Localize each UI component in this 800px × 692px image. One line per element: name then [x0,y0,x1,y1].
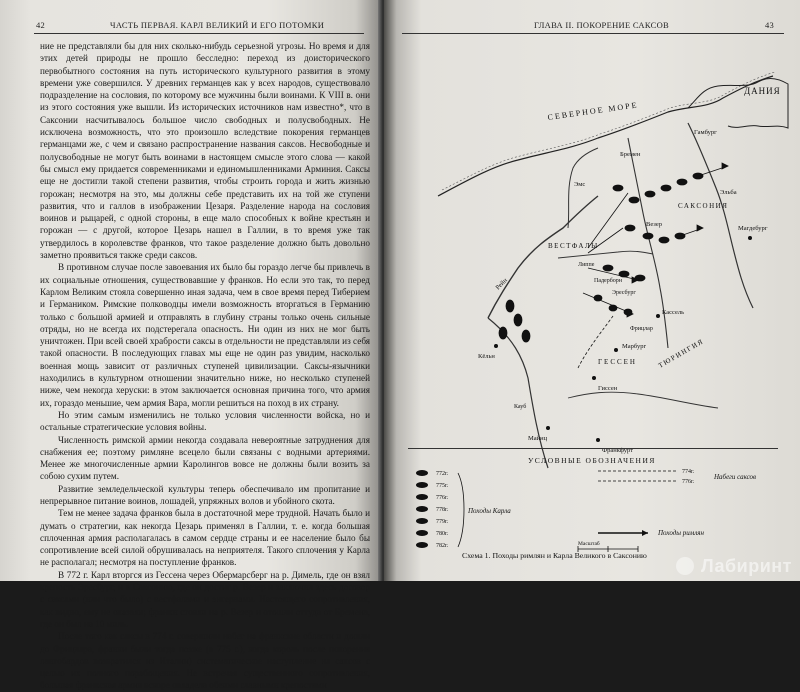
label-rejn: Рейн [494,277,509,292]
historical-map [398,38,794,518]
label-elba: Эльба [720,189,737,196]
march-marker [499,327,507,339]
paragraph: ние не представляли бы для них сколько-нибудь серьезной угрозы. Но время и для этих детей природы не прошло бесследно: переход из доисторического первобытного состояния на путь исторического культурного развития в этому времени уже совершился. У древних германцев как у всех народов, существовало подразделение на сословия, по которому все мужчины были воинами. К VIII в. они из этого состояния уже вышли. Из исторических источников нам известно*, что в Саксонии насчитывалось большое число свободных и полусвободных. Не исключена возможность, что это произошло вследствие покорения германцев германцами же, с чем и связано распространение названия саксов. Несвободные и полусвободные не могут быть воинами в настоящем смысле этого слова — какой бы смысл ему придается современниками и единомышленниками Арминия. Саксы еще не достигли такой степени развития, чтобы строить города и жить жизнью горожан; несмотря на это, мы должны себе представить их на той же ступени развития, что и галлов в изображении Цезаря. Разделение народа на сословия воинов и рыцарей, с одной стороны, в еще мало способных к войне крестьян и горожан — с другой, которое Цезарь нашел в Галлии, в то время уже так утвердилось в королевстве франков, что такое разделение должно быть довольно заметно проявиться также среди саксов. [40,41,370,261]
map-svg [398,38,794,518]
legend-saxon-lines [598,471,678,481]
right-page-number: 43 [765,20,775,30]
label-marburg: Марбург [622,343,647,350]
legend-svg [408,449,778,561]
label-ems: Эмс [574,181,586,188]
label-fridlyar: Фрицлар [630,326,653,332]
label-saksoniya: САКСОНИЯ [678,202,729,210]
right-running-head: ГЛАВА II. ПОКОРЕНИЕ САКСОВ [534,20,669,30]
legend-karl-year: 780г. [436,531,449,537]
legend-title: УСЛОВНЫЕ ОБОЗНАЧЕНИЯ [528,456,656,465]
city-markers [494,236,752,442]
labirint-logo-icon [676,557,694,575]
paragraph: Тем не менее задача франков была в достаточной мере трудной. Начать было и думать о стратегии, как некогда Цезарь применял в Галлии, т. е. когда большая сплоченная армия располагалась в самом сердце страны и ее население было бы сопротивление всей силой обрушивалась на неприятеля. Такого сплочения у Карла не располагал; несмотря на поступление франков. [40,508,370,568]
paragraph: После того как саксы в 774 г. совершили набег на франкские области и дошли до Фрицлара, франки были тогда позже (в 775 г.), когда король после покорения лангобардов возвратился из Италии) систематическое наступление на саксов с целью их полного порабощения. Не встречая существенного сопротивления, большая франкская армия вскоре овладела обеими главными крепостями [40,631,370,691]
march-arrowheads [627,163,728,317]
paragraph: Развитие земледельческой культуры теперь обеспечивало им пропитание и непрерывное питание воинов, лошадей, упряжных волов и убойного скота. [40,483,370,506]
label-turingia: ТЮРИНГИЯ [657,337,706,370]
right-header-rule [402,33,784,34]
legend-roman-label: Походы римлян [658,529,705,537]
legend-karl-markers [416,470,428,548]
march-marker [522,330,530,342]
city-dot [656,314,660,318]
label-mainz: Майнц [528,435,548,442]
march-marker [659,237,669,243]
city-dot [494,344,498,348]
map-legend [408,448,778,561]
legend-karl-label: Походы Карла [468,507,511,515]
legend-saxon-year: 776г. [682,479,695,485]
city-dot [614,348,618,352]
label-vezer: Везер [646,221,663,228]
label-dania: ДАНИЯ [744,86,781,96]
label-north-sea: СЕВЕРНОЕ МОРЕ [547,100,639,122]
march-marker [629,197,639,203]
label-kassel: Кассель [662,309,685,316]
legend-scale-label: Масштаб [578,541,600,547]
left-body-text [40,40,370,692]
label-kaub: Кауб [514,404,527,410]
coastline-hatch [442,72,775,190]
label-gisen: Гиссен [598,385,618,392]
paragraph: Численность римской армии некогда создавала невероятные затруднения для снабжения ее; поэтому римляне всецело были связаны с водными артериями. Менее же многочисленные армии Каролингов вовсе не должны были возить за собою сухим путем. [40,434,370,482]
label-eresburg: Эресбург [612,290,636,296]
left-header-rule [34,33,364,34]
paragraph: Но этим самым изменились не только условия численности войска, но и остальные стратегические условия войны. [40,409,370,433]
city-dot [596,438,600,442]
river-ems [568,148,598,228]
river-lippe [558,251,653,258]
city-dot [546,426,550,430]
legend-karl-year: 778г. [436,507,449,513]
label-lippe: Липпе [578,262,595,268]
march-marker [613,185,623,191]
watermark: Лабиринт [700,556,792,576]
legend-roman-arrow [642,530,648,536]
march-marker [514,314,522,326]
legend-karl-year: 776г. [436,495,449,501]
river-rhine [488,196,598,318]
march-marker [645,191,655,197]
left-page-number: 42 [36,20,46,30]
march-marker [625,225,635,231]
legend-saxon-years [682,469,695,485]
march-marker [677,179,687,185]
label-frankfurt: Франкфурт [602,447,634,454]
label-paderborn: Падерборн [594,278,622,284]
right-page [384,0,800,581]
legend-karl-year: 779г. [436,519,449,525]
label-vestfaly: ВЕСТФАЛЫ [548,242,599,250]
legend-karl-year: 782г. [436,543,449,549]
legend-karl-year: 772г. [436,471,449,477]
march-marker [643,233,653,239]
march-marker [603,265,613,271]
march-marker [661,185,671,191]
coastline [438,76,773,196]
paragraph: В 772 г. Карл вторгся из Гессена через Обермарсберг на р. Димель, где он взял крепость Эресбург, и в Саксонию, где он достиг р. Везер и заключил здесь договор с саксами (или что было) с вестфалами и энгернами. Настоящего сопротивления, как видно, ему не оказали; франки стояли на р. Везер и отошли оттуда от Бремена, где он был на 10 миль. [40,569,370,629]
march-marker [506,300,514,312]
label-magdeburg: Магдебург [738,225,768,232]
legend-karl-years [436,471,449,549]
legend-saxon-year: 774г. [682,469,695,475]
legend-brace [458,473,464,547]
left-running-head: ЧАСТЬ ПЕРВАЯ. КАРЛ ВЕЛИКИЙ И ЕГО ПОТОМКИ [110,20,325,30]
city-dot [592,376,596,380]
city-dot [748,236,752,240]
label-gamburg: Гамбург [694,129,717,136]
river-elbe [688,123,753,308]
legend-karl-year: 775г. [436,483,449,489]
label-gessen: ГЕССЕН [598,358,637,366]
paragraph: В противном случае после завоевания их было бы гораздо легче бы привлечь в их социальные отношения, существовавшие у франков. Но если это так, то перед Карлом Великим стояла совершенно иная задача, чем в свое время перед Тиберием и Германиком. Римские полководцы имели возможность вторгаться в Германию только с большой армией и отправлять в глубину страны только очень сильные отряды, но не всегда их подстерегала опасность. Ни один из них не мог быть уничтожен. При всей своей храбрости саксы в отдельности не представляли из себя такой опасности. В последующих главах мы еще не один раз увидим, насколько военная мощь зависит от различных ступеней цивилизации. Саксы-язычники находились в культурном отношении значительно ниже, но несколько ступеней ниже, чем некогда херуски: в этом заключается основная причина того, что армия их, гораздо меньшие, чем армия Вара, могли решиться на поход в их страну. [40,262,370,408]
river-rhine-south [488,318,548,468]
map-caption: Схема 1. Походы римлян и Карла Великого в Саксонию [462,551,647,560]
legend-saxon-label: Набеги саксов [714,473,757,481]
label-kyoln: Кёльн [478,353,495,360]
march-lines [583,166,728,314]
left-page [0,0,382,691]
river-main [568,392,718,408]
label-bremen: Бремен [620,151,641,158]
